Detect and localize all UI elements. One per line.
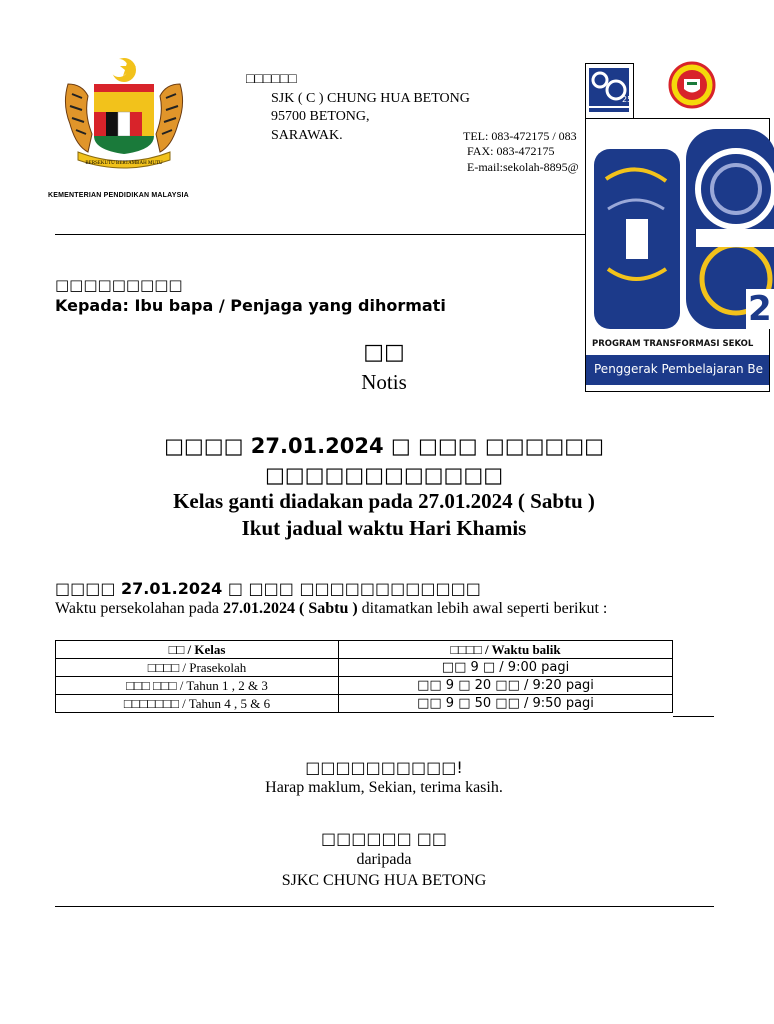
address-postcode: 95700 BETONG,: [271, 109, 370, 124]
heading-cjk-line1: □□□□ 27.01.2024 □ □□□ □□□□□□: [164, 434, 604, 458]
table-underline-extension: [673, 716, 714, 717]
header-divider: [55, 234, 585, 235]
table-cell-class: □□□ □□□ / Tahun 1 , 2 & 3: [56, 677, 339, 695]
table-cell-time: □□ 9 □ 50 □□ / 9:50 pagi: [339, 695, 673, 713]
sender-label: daripada: [356, 851, 412, 868]
pts-program-label: PROGRAM TRANSFORMASI SEKOL: [592, 339, 754, 349]
paragraph-prefix: Waktu persekolahan pada: [55, 600, 223, 617]
contact-fax: FAX: 083-472175: [467, 144, 555, 158]
table-row: [56, 659, 673, 677]
pts-small-logo: [585, 63, 634, 119]
paragraph-date: 27.01.2024 ( Sabtu ): [222, 600, 358, 617]
malaysia-coat-of-arms-logo: [58, 54, 190, 172]
school-name: SJK ( C ) CHUNG HUA BETONG: [271, 91, 470, 106]
contact-tel: TEL: 083-472175 / 083: [463, 129, 577, 143]
table-header-class: □□ / Kelas: [56, 641, 339, 659]
notice-title-cjk: □□: [363, 340, 405, 365]
school-badge-logo: [669, 62, 715, 108]
pts-tagline: Penggerak Pembelajaran Be: [594, 362, 764, 376]
table-row: [56, 677, 673, 695]
table-row: [56, 695, 673, 713]
paragraph: [55, 600, 607, 618]
closing-text: Harap maklum, Sekian, terima kasih.: [265, 779, 503, 796]
table-cell-time: □□ 9 □ / 9:00 pagi: [339, 659, 673, 677]
recipient: Kepada: Ibu bapa / Penjaga yang dihormati: [55, 296, 446, 315]
sender-school: SJKC CHUNG HUA BETONG: [281, 872, 487, 889]
paragraph-suffix: ditamatkan lebih awal seperti berikut :: [357, 600, 608, 617]
table-cell-class: □□□□ / Prasekolah: [56, 659, 339, 677]
table-cell-class: □□□□□□□ / Tahun 4 , 5 & 6: [56, 695, 339, 713]
svg-text:BERSEKUTU BERTAMBAH MUTU: BERSEKUTU BERTAMBAH MUTU: [85, 161, 163, 166]
address-state: SARAWAK.: [271, 128, 343, 143]
recipient-cjk: □□□□□□□□□: [55, 276, 183, 294]
heading-line1: Kelas ganti diadakan pada 27.01.2024 ( Sabtu ): [173, 489, 595, 513]
pts-number: 2: [748, 289, 772, 329]
table-cell-time: □□ 9 □ 20 □□ / 9:20 pagi: [339, 677, 673, 695]
school-name-cjk: □□□□□□: [246, 72, 297, 87]
dismissal-time-table: [55, 640, 673, 713]
sender-cjk: □□□□□□ □□: [320, 829, 448, 848]
heading-line2: Ikut jadual waktu Hari Khamis: [241, 516, 527, 540]
table-header-time: □□□□ / Waktu balik: [339, 641, 673, 659]
svg-text:25: 25: [622, 95, 633, 104]
ministry-label: KEMENTERIAN PENDIDIKAN MALAYSIA: [48, 192, 189, 199]
footer-divider: [55, 906, 714, 907]
table-header-row: [56, 641, 673, 659]
paragraph-cjk: □□□□ 27.01.2024 □ □□□ □□□□□□□□□□□□: [55, 579, 481, 598]
contact-email: E-mail:sekolah-8895@: [467, 160, 579, 174]
closing-cjk: □□□□□□□□□□!: [305, 758, 463, 777]
notice-title: Notis: [361, 370, 407, 394]
heading-cjk-line2: □□□□□□□□□□□□: [264, 463, 504, 487]
